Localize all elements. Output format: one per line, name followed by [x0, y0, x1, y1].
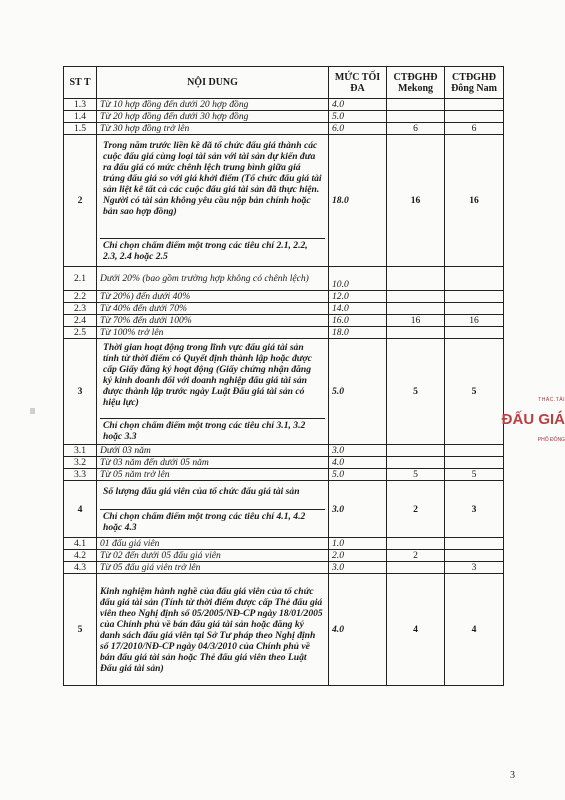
row-mekong: [387, 99, 445, 111]
row-dongnam: [445, 303, 504, 315]
row-content: [97, 135, 329, 267]
row-max-score: 10.0: [329, 267, 387, 291]
row-mekong: [387, 327, 445, 339]
row-dongnam: [445, 111, 504, 123]
row-dongnam: 5: [445, 469, 504, 481]
row-max-score: 4.0: [329, 99, 387, 111]
header-content: NỘI DUNG: [97, 67, 329, 99]
row-max-score: 18.0: [329, 327, 387, 339]
row-content: Từ 05 năm trở lên: [97, 469, 329, 481]
row-content: Từ 02 đến dưới 05 đấu giá viên: [97, 550, 329, 562]
row-dongnam: [445, 550, 504, 562]
row-stt: 4.3: [64, 562, 97, 574]
row-mekong: 16: [387, 315, 445, 327]
row-mekong: [387, 303, 445, 315]
row-max-score: 18.0: [329, 135, 387, 267]
row-mekong: 2: [387, 481, 445, 538]
row-dongnam: [445, 457, 504, 469]
row-mekong: 5: [387, 469, 445, 481]
side-stamp-top: THẨC.TẢI: [538, 397, 565, 403]
row-stt: 3.2: [64, 457, 97, 469]
row-max-score: 3.0: [329, 481, 387, 538]
row-content: Từ 10 hợp đồng đến dưới 20 hợp đồng: [97, 99, 329, 111]
header-max-score: MỨC TỐI ĐA: [329, 67, 387, 99]
row-content: Từ 20%) đến dưới 40%: [97, 291, 329, 303]
criterion-instruction: Chỉ chọn chấm điểm một trong các tiêu chí 3.1, 3.2 hoặc 3.3: [103, 419, 306, 442]
row-mekong: 5: [387, 339, 445, 445]
header-stt: ST T: [64, 67, 97, 99]
row-content: [97, 339, 329, 445]
row-content: Từ 05 đấu giá viên trở lên: [97, 562, 329, 574]
row-content: Từ 100% trở lên: [97, 327, 329, 339]
table-row: [64, 111, 504, 123]
row-content: 01 đấu giá viên: [97, 538, 329, 550]
row-stt: 2.3: [64, 303, 97, 315]
row-stt: 2.1: [64, 267, 97, 291]
criterion-description: Số lượng đấu giá viên của tổ chức đấu giá tài sản: [100, 485, 325, 510]
row-mekong: [387, 538, 445, 550]
row-stt: 3.3: [64, 469, 97, 481]
row-stt: 1.4: [64, 111, 97, 123]
table-row-criterion: [64, 339, 504, 445]
row-stt: 3.1: [64, 445, 97, 457]
row-dongnam: [445, 445, 504, 457]
row-mekong: [387, 562, 445, 574]
row-content: Từ 20 hợp đồng đến dưới 30 hợp đồng: [97, 111, 329, 123]
row-stt: 4.1: [64, 538, 97, 550]
table-row: [64, 445, 504, 457]
row-dongnam: [445, 99, 504, 111]
table-row: [64, 538, 504, 550]
criterion-description: Trong năm trước liền kề đã tổ chức đấu giá thành các cuộc đấu giá cùng loại tài sản với tài sản dự kiến đưa ra đấu giá có mức chênh lệch trung bình giữa giá trúng đấu giá so với giá khởi điểm (Tổ chức đấu giá tài sản liệt kê tất cả các cuộc đấu giá tài sản đã thực hiện. Người có tài sản không yêu cầu nộp bản chính hoặc bản sao hợp đồng): [100, 139, 325, 239]
row-dongnam: 5: [445, 339, 504, 445]
table-row: [64, 469, 504, 481]
row-max-score: 5.0: [329, 111, 387, 123]
row-stt: 3: [64, 339, 97, 445]
row-mekong: [387, 111, 445, 123]
row-content: Từ 40% đến dưới 70%: [97, 303, 329, 315]
row-max-score: 3.0: [329, 562, 387, 574]
row-dongnam: 16: [445, 315, 504, 327]
row-dongnam: [445, 291, 504, 303]
table-row-criterion: [64, 135, 504, 267]
row-max-score: 5.0: [329, 469, 387, 481]
row-dongnam: 3: [445, 562, 504, 574]
row-max-score: 4.0: [329, 457, 387, 469]
row-dongnam: 16: [445, 135, 504, 267]
row-stt: 5: [64, 574, 97, 686]
row-mekong: 2: [387, 550, 445, 562]
row-stt: 1.5: [64, 123, 97, 135]
table-header-row: [64, 67, 504, 99]
row-stt: 4: [64, 481, 97, 538]
row-content: Từ 03 năm đến dưới 05 năm: [97, 457, 329, 469]
header-mekong: CTĐGHĐ Mekong: [387, 67, 445, 99]
table-row: [64, 291, 504, 303]
row-max-score: 3.0: [329, 445, 387, 457]
row-max-score: 14.0: [329, 303, 387, 315]
row-mekong: [387, 457, 445, 469]
side-stamp-bottom: PHỐ ĐÔNG: [537, 437, 565, 443]
row-mekong: 6: [387, 123, 445, 135]
row-max-score: 6.0: [329, 123, 387, 135]
scoring-table: [63, 66, 504, 686]
row-mekong: [387, 445, 445, 457]
row-dongnam: [445, 538, 504, 550]
row-stt: 2.2: [64, 291, 97, 303]
row-content: [97, 481, 329, 538]
table-row: [64, 303, 504, 315]
table-row: [64, 123, 504, 135]
row-stt: 2.5: [64, 327, 97, 339]
row-content: Từ 30 hợp đồng trở lên: [97, 123, 329, 135]
row-dongnam: [445, 327, 504, 339]
row-content: Dưới 20% (bao gồm trường hợp không có chênh lệch): [97, 267, 329, 291]
row-mekong: [387, 291, 445, 303]
row-mekong: 16: [387, 135, 445, 267]
row-content: Từ 70% đến dưới 100%: [97, 315, 329, 327]
scan-mark: [30, 408, 35, 414]
table-row: [64, 327, 504, 339]
row-dongnam: [445, 267, 504, 291]
table-row: [64, 550, 504, 562]
table-row-criterion: [64, 481, 504, 538]
table-row-criterion: [64, 574, 504, 686]
table-row: [64, 315, 504, 327]
row-dongnam: 6: [445, 123, 504, 135]
row-content: Dưới 03 năm: [97, 445, 329, 457]
row-max-score: 5.0: [329, 339, 387, 445]
criterion-instruction: Chỉ chọn chấm điểm một trong các tiêu chí 4.1, 4.2 hoặc 4.3: [103, 510, 306, 533]
criterion-instruction: Chỉ chọn chấm điểm một trong các tiêu chí 2.1, 2.2, 2.3, 2.4 hoặc 2.5: [103, 239, 308, 262]
row-max-score: 12.0: [329, 291, 387, 303]
row-max-score: 16.0: [329, 315, 387, 327]
row-max-score: 2.0: [329, 550, 387, 562]
row-max-score: 1.0: [329, 538, 387, 550]
table-row: [64, 99, 504, 111]
row-stt: 2.4: [64, 315, 97, 327]
row-content: Kinh nghiệm hành nghề của đấu giá viên của tổ chức đấu giá tài sản (Tính từ thời điểm được cấp Thẻ đấu giá viên theo Nghị định số 05/2005/NĐ-CP ngày 18/01/2005 của Chính phủ về bán đấu giá tài sản hoặc đăng ký danh sách đấu giá viên tại Sở Tư pháp theo Nghị định số 17/2010/NĐ-CP ngày 04/3/2010 của Chính phủ về bán đấu giá tài sản hoặc Thẻ đấu giá viên theo Luật Đấu giá tài sản): [97, 574, 329, 686]
page-number: 3: [510, 770, 515, 781]
row-max-score: 4.0: [329, 574, 387, 686]
row-mekong: [387, 267, 445, 291]
side-stamp-mid: ĐẤU GIÁ: [501, 411, 565, 428]
row-dongnam: 4: [445, 574, 504, 686]
table-row: [64, 562, 504, 574]
row-dongnam: 3: [445, 481, 504, 538]
row-stt: 4.2: [64, 550, 97, 562]
header-dongnam: CTĐGHĐ Đông Nam: [445, 67, 504, 99]
table-row: [64, 457, 504, 469]
row-stt: 1.3: [64, 99, 97, 111]
table-row: [64, 267, 504, 291]
criterion-description: Thời gian hoạt động trong lĩnh vực đấu giá tài sản tính từ thời điểm có Quyết định thành lập hoặc được cấp Giấy đăng ký hoạt động (Giấy chứng nhận đăng ký kinh doanh đối với doanh nghiệp đấu giá tài sản được thành lập trước ngày Luật Đấu giá tài sản có hiệu lực): [100, 341, 325, 419]
row-mekong: 4: [387, 574, 445, 686]
row-stt: 2: [64, 135, 97, 267]
